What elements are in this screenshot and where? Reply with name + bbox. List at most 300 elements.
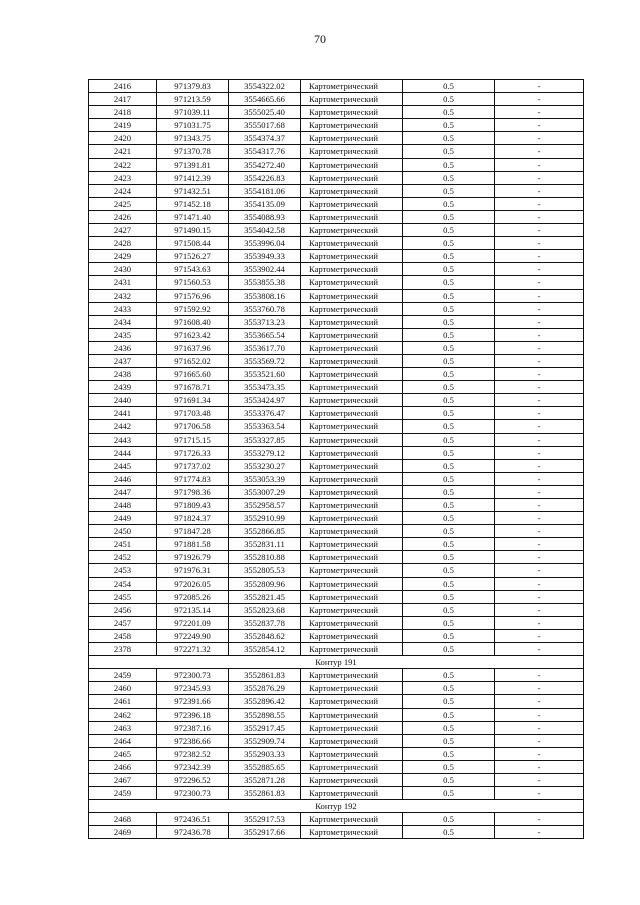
table-row [89, 158, 584, 171]
description-cell: - [495, 184, 584, 197]
y-coordinate-cell: 3554374.37 [229, 132, 301, 145]
accuracy-cell: 0.5 [403, 760, 495, 773]
accuracy-cell: 0.5 [403, 813, 495, 826]
accuracy-cell: 0.5 [403, 80, 495, 93]
description-cell: - [495, 263, 584, 276]
method-cell: Картометрический [301, 407, 403, 420]
accuracy-cell: 0.5 [403, 485, 495, 498]
description-cell: - [495, 210, 584, 223]
method-cell: Картометрический [301, 616, 403, 629]
point-number-cell: 2417 [89, 93, 157, 106]
method-cell: Картометрический [301, 538, 403, 551]
method-cell: Картометрический [301, 760, 403, 773]
point-number-cell: 2421 [89, 145, 157, 158]
point-number-cell: 2456 [89, 603, 157, 616]
method-cell: Картометрический [301, 132, 403, 145]
x-coordinate-cell: 971543.63 [157, 263, 229, 276]
point-number-cell: 2416 [89, 80, 157, 93]
table-row [89, 485, 584, 498]
section-header-row [89, 800, 584, 813]
description-cell: - [495, 760, 584, 773]
x-coordinate-cell: 972387.16 [157, 721, 229, 734]
description-cell: - [495, 813, 584, 826]
point-number-cell: 2454 [89, 577, 157, 590]
description-cell: - [495, 302, 584, 315]
table-row [89, 760, 584, 773]
accuracy-cell: 0.5 [403, 446, 495, 459]
y-coordinate-cell: 3552910.99 [229, 512, 301, 525]
x-coordinate-cell: 972391.66 [157, 695, 229, 708]
point-number-cell: 2460 [89, 682, 157, 695]
description-cell: - [495, 341, 584, 354]
y-coordinate-cell: 3552898.55 [229, 708, 301, 721]
method-cell: Картометрический [301, 826, 403, 839]
point-number-cell: 2468 [89, 813, 157, 826]
x-coordinate-cell: 971452.18 [157, 197, 229, 210]
description-cell: - [495, 93, 584, 106]
description-cell: - [495, 119, 584, 132]
point-number-cell: 2443 [89, 433, 157, 446]
method-cell: Картометрический [301, 695, 403, 708]
description-cell: - [495, 826, 584, 839]
method-cell: Картометрический [301, 210, 403, 223]
point-number-cell: 2446 [89, 472, 157, 485]
accuracy-cell: 0.5 [403, 472, 495, 485]
x-coordinate-cell: 971213.59 [157, 93, 229, 106]
description-cell: - [495, 106, 584, 119]
x-coordinate-cell: 972436.78 [157, 826, 229, 839]
description-cell: - [495, 276, 584, 289]
x-coordinate-cell: 971678.71 [157, 381, 229, 394]
y-coordinate-cell: 3553996.04 [229, 237, 301, 250]
accuracy-cell: 0.5 [403, 315, 495, 328]
y-coordinate-cell: 3553376.47 [229, 407, 301, 420]
point-number-cell: 2430 [89, 263, 157, 276]
accuracy-cell: 0.5 [403, 250, 495, 263]
accuracy-cell: 0.5 [403, 184, 495, 197]
description-cell: - [495, 499, 584, 512]
y-coordinate-cell: 3552903.33 [229, 747, 301, 760]
accuracy-cell: 0.5 [403, 420, 495, 433]
y-coordinate-cell: 3553902.44 [229, 263, 301, 276]
method-cell: Картометрический [301, 394, 403, 407]
table-row [89, 813, 584, 826]
x-coordinate-cell: 971691.34 [157, 394, 229, 407]
table-row [89, 695, 584, 708]
accuracy-cell: 0.5 [403, 106, 495, 119]
x-coordinate-cell: 971774.83 [157, 472, 229, 485]
accuracy-cell: 0.5 [403, 747, 495, 760]
description-cell: - [495, 721, 584, 734]
point-number-cell: 2450 [89, 525, 157, 538]
accuracy-cell: 0.5 [403, 289, 495, 302]
table-row [89, 826, 584, 839]
accuracy-cell: 0.5 [403, 616, 495, 629]
y-coordinate-cell: 3553855.38 [229, 276, 301, 289]
x-coordinate-cell: 972085.26 [157, 590, 229, 603]
accuracy-cell: 0.5 [403, 276, 495, 289]
accuracy-cell: 0.5 [403, 773, 495, 786]
table-row [89, 590, 584, 603]
y-coordinate-cell: 3554226.83 [229, 171, 301, 184]
method-cell: Картометрический [301, 381, 403, 394]
table-row [89, 551, 584, 564]
table-row [89, 145, 584, 158]
accuracy-cell: 0.5 [403, 734, 495, 747]
table-row [89, 708, 584, 721]
description-cell: - [495, 787, 584, 800]
y-coordinate-cell: 3552823.68 [229, 603, 301, 616]
description-cell: - [495, 394, 584, 407]
point-number-cell: 2424 [89, 184, 157, 197]
y-coordinate-cell: 3553808.16 [229, 289, 301, 302]
accuracy-cell: 0.5 [403, 682, 495, 695]
table-row [89, 93, 584, 106]
y-coordinate-cell: 3554042.58 [229, 224, 301, 237]
method-cell: Картометрический [301, 158, 403, 171]
description-cell: - [495, 708, 584, 721]
section-header-row [89, 656, 584, 669]
method-cell: Картометрический [301, 629, 403, 642]
y-coordinate-cell: 3552917.66 [229, 826, 301, 839]
table-row [89, 237, 584, 250]
description-cell: - [495, 603, 584, 616]
section-label: Контур 191 [89, 656, 584, 669]
x-coordinate-cell: 972300.73 [157, 669, 229, 682]
method-cell: Картометрический [301, 472, 403, 485]
description-cell: - [495, 485, 584, 498]
point-number-cell: 2423 [89, 171, 157, 184]
x-coordinate-cell: 971703.48 [157, 407, 229, 420]
description-cell: - [495, 747, 584, 760]
x-coordinate-cell: 971824.37 [157, 512, 229, 525]
table-row [89, 171, 584, 184]
table-row [89, 341, 584, 354]
accuracy-cell: 0.5 [403, 328, 495, 341]
point-number-cell: 2427 [89, 224, 157, 237]
table-row [89, 629, 584, 642]
table-row [89, 459, 584, 472]
table-row [89, 734, 584, 747]
point-number-cell: 2457 [89, 616, 157, 629]
accuracy-cell: 0.5 [403, 590, 495, 603]
description-cell: - [495, 551, 584, 564]
accuracy-cell: 0.5 [403, 407, 495, 420]
accuracy-cell: 0.5 [403, 224, 495, 237]
accuracy-cell: 0.5 [403, 787, 495, 800]
method-cell: Картометрический [301, 512, 403, 525]
accuracy-cell: 0.5 [403, 394, 495, 407]
method-cell: Картометрический [301, 813, 403, 826]
table-row [89, 197, 584, 210]
x-coordinate-cell: 971715.15 [157, 433, 229, 446]
x-coordinate-cell: 971560.53 [157, 276, 229, 289]
y-coordinate-cell: 3554088.93 [229, 210, 301, 223]
table-row [89, 184, 584, 197]
y-coordinate-cell: 3552805.53 [229, 564, 301, 577]
y-coordinate-cell: 3553713.23 [229, 315, 301, 328]
description-cell: - [495, 224, 584, 237]
description-cell: - [495, 433, 584, 446]
x-coordinate-cell: 971665.60 [157, 368, 229, 381]
table-row [89, 472, 584, 485]
method-cell: Картометрический [301, 643, 403, 656]
x-coordinate-cell: 972026.05 [157, 577, 229, 590]
point-number-cell: 2428 [89, 237, 157, 250]
y-coordinate-cell: 3553473.35 [229, 381, 301, 394]
method-cell: Картометрический [301, 80, 403, 93]
x-coordinate-cell: 971490.15 [157, 224, 229, 237]
description-cell: - [495, 171, 584, 184]
point-number-cell: 2448 [89, 499, 157, 512]
y-coordinate-cell: 3552809.96 [229, 577, 301, 590]
accuracy-cell: 0.5 [403, 354, 495, 367]
point-number-cell: 2463 [89, 721, 157, 734]
point-number-cell: 2440 [89, 394, 157, 407]
y-coordinate-cell: 3554317.76 [229, 145, 301, 158]
accuracy-cell: 0.5 [403, 341, 495, 354]
point-number-cell: 2447 [89, 485, 157, 498]
method-cell: Картометрический [301, 197, 403, 210]
x-coordinate-cell: 971809.43 [157, 499, 229, 512]
x-coordinate-cell: 971343.75 [157, 132, 229, 145]
accuracy-cell: 0.5 [403, 433, 495, 446]
x-coordinate-cell: 971526.27 [157, 250, 229, 263]
y-coordinate-cell: 3552810.88 [229, 551, 301, 564]
y-coordinate-cell: 3553424.97 [229, 394, 301, 407]
method-cell: Картометрический [301, 564, 403, 577]
x-coordinate-cell: 971881.58 [157, 538, 229, 551]
y-coordinate-cell: 3554322.02 [229, 80, 301, 93]
coordinates-table [88, 79, 584, 839]
table-row [89, 354, 584, 367]
description-cell: - [495, 420, 584, 433]
x-coordinate-cell: 971031.75 [157, 119, 229, 132]
point-number-cell: 2429 [89, 250, 157, 263]
accuracy-cell: 0.5 [403, 210, 495, 223]
accuracy-cell: 0.5 [403, 669, 495, 682]
description-cell: - [495, 577, 584, 590]
method-cell: Картометрический [301, 499, 403, 512]
y-coordinate-cell: 3552837.78 [229, 616, 301, 629]
method-cell: Картометрический [301, 787, 403, 800]
point-number-cell: 2433 [89, 302, 157, 315]
point-number-cell: 2438 [89, 368, 157, 381]
table-row [89, 263, 584, 276]
table-row [89, 433, 584, 446]
x-coordinate-cell: 971706.58 [157, 420, 229, 433]
y-coordinate-cell: 3552861.83 [229, 787, 301, 800]
table-row [89, 643, 584, 656]
y-coordinate-cell: 3553665.54 [229, 328, 301, 341]
method-cell: Картометрический [301, 603, 403, 616]
table-row [89, 773, 584, 786]
x-coordinate-cell: 971798.36 [157, 485, 229, 498]
table-row [89, 564, 584, 577]
point-number-cell: 2418 [89, 106, 157, 119]
description-cell: - [495, 250, 584, 263]
y-coordinate-cell: 3553617.70 [229, 341, 301, 354]
table-row [89, 394, 584, 407]
x-coordinate-cell: 971370.78 [157, 145, 229, 158]
table-row [89, 669, 584, 682]
page-number: 70 [314, 32, 326, 46]
y-coordinate-cell: 3552896.42 [229, 695, 301, 708]
section-label: Контур 192 [89, 800, 584, 813]
point-number-cell: 2465 [89, 747, 157, 760]
y-coordinate-cell: 3552854.12 [229, 643, 301, 656]
point-number-cell: 2435 [89, 328, 157, 341]
accuracy-cell: 0.5 [403, 512, 495, 525]
point-number-cell: 2466 [89, 760, 157, 773]
table-row [89, 250, 584, 263]
y-coordinate-cell: 3553327.85 [229, 433, 301, 446]
method-cell: Картометрический [301, 184, 403, 197]
description-cell: - [495, 472, 584, 485]
y-coordinate-cell: 3552848.62 [229, 629, 301, 642]
x-coordinate-cell: 971039.11 [157, 106, 229, 119]
x-coordinate-cell: 971847.28 [157, 525, 229, 538]
x-coordinate-cell: 972271.32 [157, 643, 229, 656]
y-coordinate-cell: 3552917.53 [229, 813, 301, 826]
accuracy-cell: 0.5 [403, 132, 495, 145]
method-cell: Картометрический [301, 341, 403, 354]
x-coordinate-cell: 972296.52 [157, 773, 229, 786]
point-number-cell: 2419 [89, 119, 157, 132]
accuracy-cell: 0.5 [403, 643, 495, 656]
table-row [89, 446, 584, 459]
accuracy-cell: 0.5 [403, 708, 495, 721]
accuracy-cell: 0.5 [403, 158, 495, 171]
method-cell: Картометрический [301, 263, 403, 276]
method-cell: Картометрический [301, 734, 403, 747]
point-number-cell: 2441 [89, 407, 157, 420]
method-cell: Картометрический [301, 747, 403, 760]
accuracy-cell: 0.5 [403, 551, 495, 564]
method-cell: Картометрический [301, 315, 403, 328]
x-coordinate-cell: 971391.81 [157, 158, 229, 171]
y-coordinate-cell: 3554665.66 [229, 93, 301, 106]
method-cell: Картометрический [301, 368, 403, 381]
accuracy-cell: 0.5 [403, 826, 495, 839]
x-coordinate-cell: 971432.51 [157, 184, 229, 197]
description-cell: - [495, 538, 584, 551]
accuracy-cell: 0.5 [403, 119, 495, 132]
accuracy-cell: 0.5 [403, 368, 495, 381]
x-coordinate-cell: 971592.92 [157, 302, 229, 315]
description-cell: - [495, 446, 584, 459]
point-number-cell: 2420 [89, 132, 157, 145]
description-cell: - [495, 289, 584, 302]
point-number-cell: 2469 [89, 826, 157, 839]
y-coordinate-cell: 3552917.45 [229, 721, 301, 734]
point-number-cell: 2425 [89, 197, 157, 210]
table-row [89, 315, 584, 328]
x-coordinate-cell: 972135.14 [157, 603, 229, 616]
description-cell: - [495, 643, 584, 656]
description-cell: - [495, 328, 584, 341]
method-cell: Картометрический [301, 708, 403, 721]
accuracy-cell: 0.5 [403, 629, 495, 642]
y-coordinate-cell: 3553230.27 [229, 459, 301, 472]
y-coordinate-cell: 3553760.78 [229, 302, 301, 315]
point-number-cell: 2451 [89, 538, 157, 551]
table-row [89, 682, 584, 695]
point-number-cell: 2449 [89, 512, 157, 525]
x-coordinate-cell: 971508.44 [157, 237, 229, 250]
table-row [89, 577, 584, 590]
x-coordinate-cell: 971379.83 [157, 80, 229, 93]
x-coordinate-cell: 972382.52 [157, 747, 229, 760]
y-coordinate-cell: 3553521.60 [229, 368, 301, 381]
point-number-cell: 2462 [89, 708, 157, 721]
method-cell: Картометрический [301, 669, 403, 682]
method-cell: Картометрический [301, 420, 403, 433]
point-number-cell: 2459 [89, 787, 157, 800]
x-coordinate-cell: 971623.42 [157, 328, 229, 341]
accuracy-cell: 0.5 [403, 381, 495, 394]
point-number-cell: 2452 [89, 551, 157, 564]
description-cell: - [495, 145, 584, 158]
point-number-cell: 2439 [89, 381, 157, 394]
x-coordinate-cell: 971608.40 [157, 315, 229, 328]
method-cell: Картометрический [301, 577, 403, 590]
description-cell: - [495, 197, 584, 210]
description-cell: - [495, 616, 584, 629]
point-number-cell: 2431 [89, 276, 157, 289]
table-row [89, 132, 584, 145]
y-coordinate-cell: 3554272.40 [229, 158, 301, 171]
table-row [89, 224, 584, 237]
accuracy-cell: 0.5 [403, 459, 495, 472]
table-row [89, 538, 584, 551]
y-coordinate-cell: 3553363.54 [229, 420, 301, 433]
accuracy-cell: 0.5 [403, 499, 495, 512]
point-number-cell: 2458 [89, 629, 157, 642]
x-coordinate-cell: 971737.02 [157, 459, 229, 472]
accuracy-cell: 0.5 [403, 302, 495, 315]
description-cell: - [495, 734, 584, 747]
description-cell: - [495, 629, 584, 642]
table-row [89, 747, 584, 760]
method-cell: Картометрический [301, 525, 403, 538]
method-cell: Картометрический [301, 224, 403, 237]
y-coordinate-cell: 3552861.83 [229, 669, 301, 682]
method-cell: Картометрический [301, 682, 403, 695]
x-coordinate-cell: 972201.09 [157, 616, 229, 629]
point-number-cell: 2378 [89, 643, 157, 656]
point-number-cell: 2467 [89, 773, 157, 786]
table-row [89, 289, 584, 302]
table-row [89, 525, 584, 538]
point-number-cell: 2436 [89, 341, 157, 354]
description-cell: - [495, 669, 584, 682]
point-number-cell: 2444 [89, 446, 157, 459]
accuracy-cell: 0.5 [403, 695, 495, 708]
description-cell: - [495, 132, 584, 145]
description-cell: - [495, 381, 584, 394]
description-cell: - [495, 459, 584, 472]
description-cell: - [495, 158, 584, 171]
table-row [89, 210, 584, 223]
method-cell: Картометрический [301, 446, 403, 459]
point-number-cell: 2459 [89, 669, 157, 682]
method-cell: Картометрический [301, 459, 403, 472]
description-cell: - [495, 525, 584, 538]
point-number-cell: 2442 [89, 420, 157, 433]
table-row [89, 603, 584, 616]
description-cell: - [495, 590, 584, 603]
